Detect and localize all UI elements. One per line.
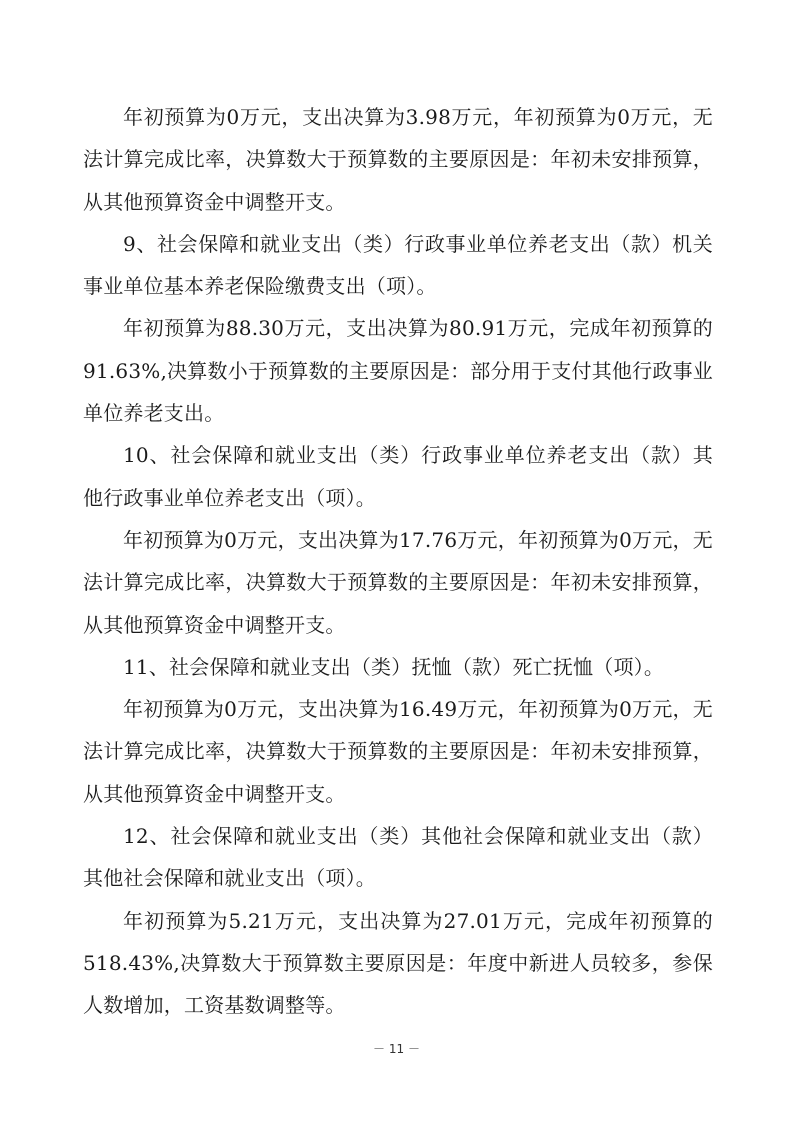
paragraph-budget-note-12: 年初预算为5.21万元，支出决算为27.01万元，完成年初预算的518.43%,决算数大于预算数主要原因是：年度中新进人员较多，参保人数增加，工资基数调整等。 — [83, 908, 713, 1018]
paragraph-item-11-heading: 11、社会保障和就业支出（类）抚恤（款）死亡抚恤（项）。 — [123, 654, 665, 679]
paragraph-item-10-heading: 10、社会保障和就业支出（类）行政事业单位养老支出（款）其他行政事业单位养老支出（项）。 — [83, 443, 713, 510]
paragraph-budget-note-10: 年初预算为0万元，支出决算为17.76万元，年初预算为0万元，无法计算完成比率，决算数大于预算数的主要原因是：年初未安排预算，从其他预算资金中调整开支。 — [83, 527, 713, 637]
paragraph-item-12-heading: 12、社会保障和就业支出（类）其他社会保障和就业支出（款）其他社会保障和就业支出（项）。 — [83, 824, 713, 891]
paragraph-budget-note-9: 年初预算为88.30万元，支出决算为80.91万元，完成年初预算的91.63%,决算数小于预算数的主要原因是：部分用于支付其他行政事业单位养老支出。 — [83, 316, 713, 426]
paragraph-budget-note-1: 年初预算为0万元，支出决算为3.98万元，年初预算为0万元，无法计算完成比率，决算数大于预算数的主要原因是：年初未安排预算，从其他预算资金中调整开支。 — [83, 105, 713, 214]
paragraph-budget-note-11: 年初预算为0万元，支出决算为16.49万元，年初预算为0万元，无法计算完成比率，决算数大于预算数的主要原因是：年初未安排预算，从其他预算资金中调整开支。 — [83, 697, 713, 806]
document-body — [83, 96, 713, 1027]
page-number: － 11 － — [373, 1042, 420, 1056]
paragraph-item-9-heading: 9、社会保障和就业支出（类）行政事业单位养老支出（款）机关事业单位基本养老保险缴费支出（项）。 — [83, 231, 713, 299]
